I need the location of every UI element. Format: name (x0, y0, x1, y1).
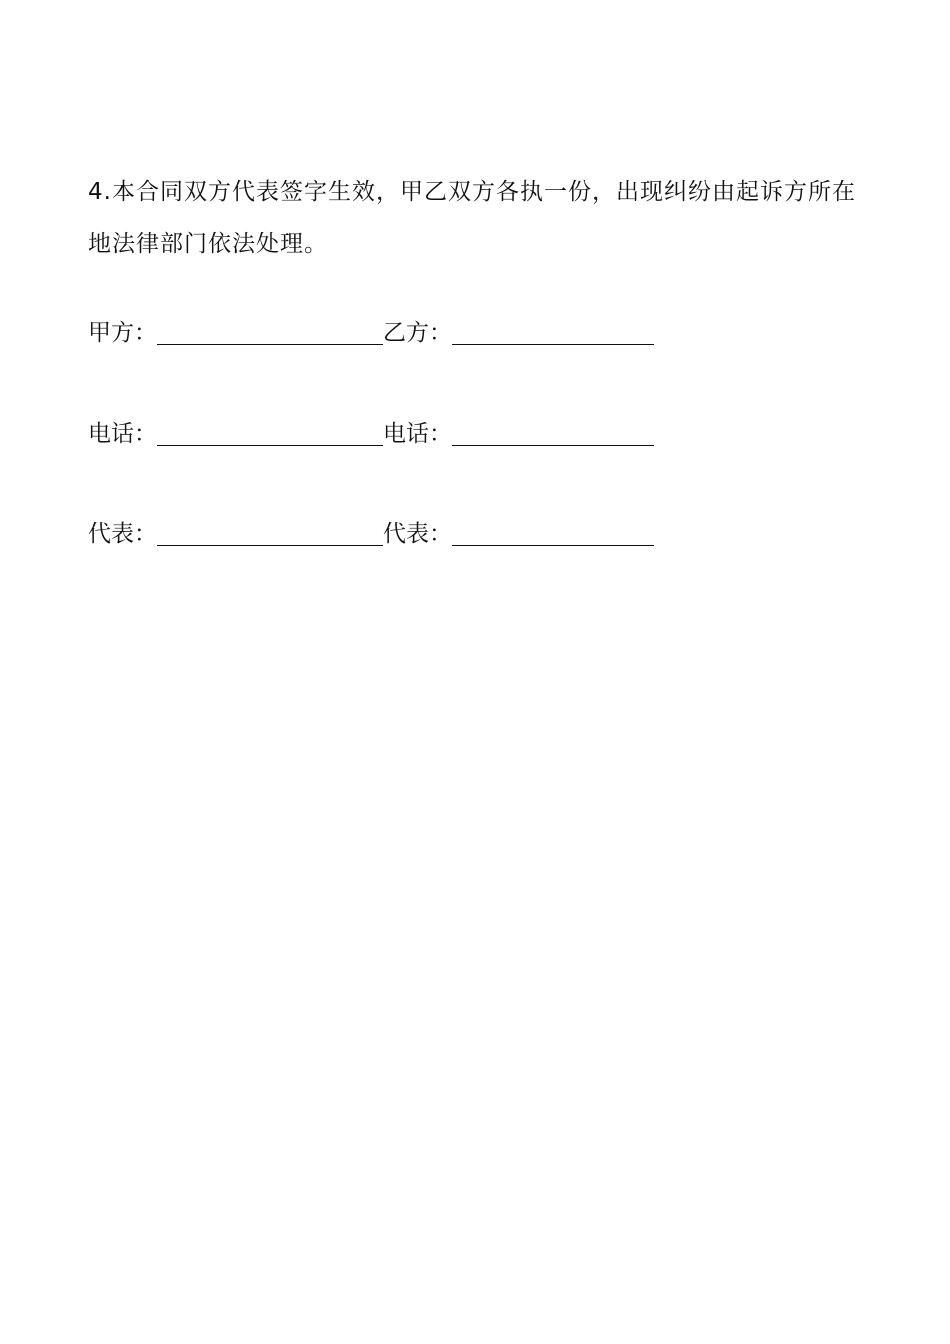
party-a-representative-blank[interactable] (157, 519, 383, 546)
party-b-blank[interactable] (452, 318, 654, 345)
party-a-phone-label: 电话： (88, 421, 157, 447)
party-b-label: 乙方： (383, 320, 452, 346)
party-b-representative-blank[interactable] (452, 519, 654, 546)
party-a-blank[interactable] (157, 318, 383, 345)
party-a-label: 甲方： (88, 320, 157, 346)
party-b-phone-blank[interactable] (452, 419, 654, 446)
signature-row-representative (88, 517, 654, 551)
party-a-representative-label: 代表： (88, 521, 157, 547)
party-b-representative-label: 代表： (383, 521, 452, 547)
signature-row-parties (88, 316, 654, 350)
signature-row-phone (88, 417, 654, 451)
party-a-phone-blank[interactable] (157, 419, 383, 446)
party-b-phone-label: 电话： (383, 421, 452, 447)
clause-4-text: 4.本合同双方代表签字生效，甲乙双方各执一份，出现纠纷由起诉方所在地法律部门依法处理。 (88, 179, 856, 257)
